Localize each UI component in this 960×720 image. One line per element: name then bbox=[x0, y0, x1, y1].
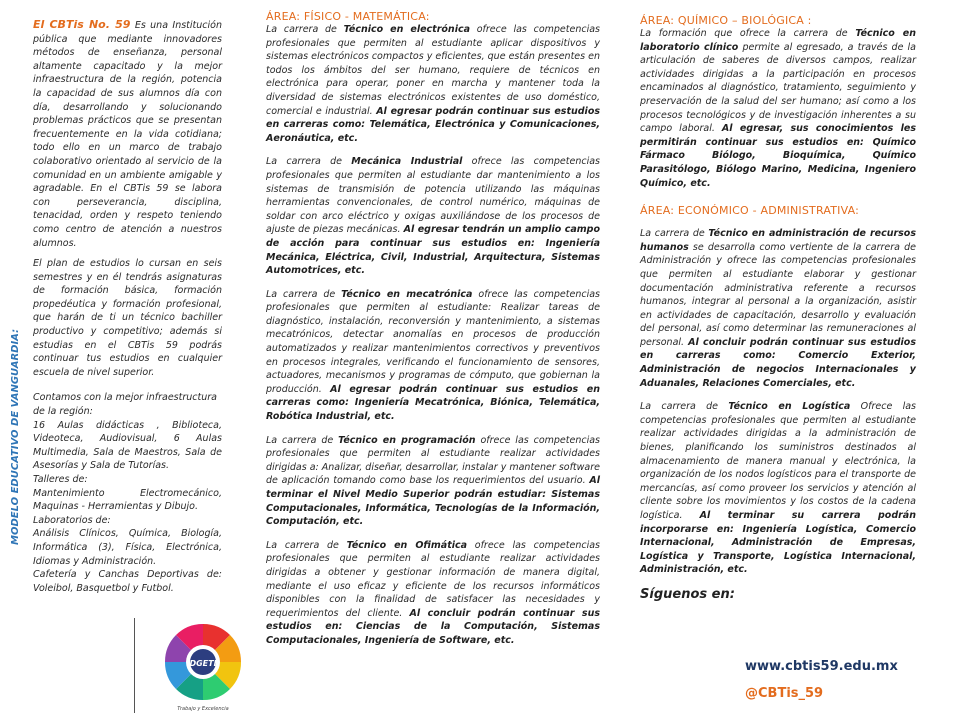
intro-paragraph bbox=[33, 18, 222, 250]
infra-list: 16 Aulas didácticas , Biblioteca, Videoteca, Audiovisual, 6 Aulas Multimedia, Sala de Maestros, Sala de Asesorías y Sala de Tutorías. bbox=[33, 419, 222, 472]
follow-us-label: Síguenos en: bbox=[640, 586, 735, 602]
career-mecanica: La carrera de Mecánica Industrial ofrece las competencias profesionales que permiten al estudiante dar mantenimiento a los sistemas de transmisión de potencia utilizando las máquinas herramientas convencionales, de control numérico, máquinas de soldar con arco eléctrico y oxigas auxiliándose de los procesos de ajuste de piezas mecánicas. Al egresar tendrán un amplio campo de acción para continuar sus estudios en: Ingeniería Mecánica, Eléctrica, Civil, Industrial, Arquitectura, Sistemas Automotrices, etc. bbox=[266, 156, 600, 277]
talleres-list: Mantenimiento Electromecánico, Maquinas - Herramientas y Dibujo. bbox=[33, 487, 222, 513]
career-name-mecatronica: Técnico en mecatrónica bbox=[341, 288, 473, 300]
right-column bbox=[640, 14, 916, 602]
divider-line bbox=[134, 618, 135, 713]
career-programacion: La carrera de Técnico en programación ofrece las competencias profesionales que permiten al estudiante realizar actividades dirigidas a: Analizar, diseñar, desarrollar, instalar y mantener software de aplicación tomando como base los requerimientos del usuario. Al terminar el Nivel Medio Superior podrán estudiar: Sistemas Computacionales, Informática, Tecnologías de la Información, Computación, etc. bbox=[266, 434, 600, 528]
social-handle-link[interactable]: @CBTis_59 bbox=[745, 686, 824, 701]
vertical-section-label bbox=[8, 305, 30, 545]
area-economico-heading: ÁREA: ECONÓMICO - ADMINISTRATIVA: bbox=[640, 204, 860, 218]
career-name-electronica: Técnico en electrónica bbox=[343, 24, 470, 35]
career-name-logistica: Técnico en Logística bbox=[728, 401, 851, 413]
infra-title: Contamos con la mejor infraestructura de la región: bbox=[33, 392, 217, 418]
website-link[interactable]: www.cbtis59.edu.mx bbox=[745, 659, 898, 674]
career-logistica: La carrera de Técnico en Logística Ofrece las competencias profesionales que permiten al estudiante realizar actividades dirigidas a la administración de bienes, planificando los suministros destinados al almacenamiento de manera manual y electrónica, la organización de los nodos logísticos para el transporte de mercancías, así como proveer los servicios y atención al cliente sobre los movimientos y los costos de la cadena logística. Al terminar su carrera podrán incorporarse en: Ingeniería Logística, Comercio Internacional, Administración de Empresas, Logística y Transporte, Logística Internacional, Administración, etc. bbox=[640, 401, 917, 576]
area-quimico-heading: ÁREA: QUÍMICO – BIOLÓGICA : bbox=[640, 14, 812, 27]
labs-list: Análisis Clínicos, Química, Biología, Informática (3), Física, Electrónica, Idiomas y Administración. bbox=[33, 528, 222, 567]
career-ofimatica: La carrera de Técnico en Ofimática ofrece las competencias profesionales que permiten al estudiante realizar actividades dirigidas a obtener y gestionar información de manera digital, mediante el uso eficaz y eficiente de los recursos informáticos disponibles con la finalidad de satisfacer las necesidades y requerimientos del cliente. Al concluir podrán continuar sus estudios en: Ciencias de la Computación, Sistemas Computacionales, Ingeniería de Software, etc. bbox=[266, 539, 600, 646]
cafeteria-text: Cafetería y Canchas Deportivas de: Voleibol, Basquetbol y Futbol. bbox=[33, 569, 222, 594]
career-name-ofimatica: Técnico en Ofimática bbox=[346, 539, 468, 551]
left-column bbox=[33, 18, 222, 595]
intro-lead: El CBTis No. 59 bbox=[33, 18, 131, 31]
middle-column bbox=[266, 10, 600, 648]
career-name-programacion: Técnico en programación bbox=[338, 434, 476, 446]
plan-paragraph: El plan de estudios lo cursan en seis semestres y en él tendrás asignaturas de formación básica, formación propedéutica y formación profesional, que harán de ti un técnico bachiller productivo y competitivo; además si estudias en el CBTis 59 podrás continuar tus estudios en cualquier escuela de nivel superior. bbox=[33, 258, 222, 378]
svg-text:DGETI: DGETI bbox=[189, 659, 217, 668]
area-fisico-heading: ÁREA: FÍSICO - MATEMÁTICA: bbox=[266, 10, 430, 23]
career-mecatronica: La carrera de Técnico en mecatrónica ofrece las competencias profesionales que permiten al estudiante: Realizar tareas de diagnóstico, instalación, reconversión y mantenimiento, a sistemas mecatrónicos, detectar anomalías en procesos de producción automatizados y realizar mantenimientos correctivos y preventivos en procesos integrales, verificando el funcionamiento de sensores, actuadores, mecanismos y programas de cómputo, que gobiernan la producción. Al egresar podrán continuar sus estudios en carreras como: Ingeniería Mecatrónica, Biónica, Telemática, Robótica Industrial, etc. bbox=[266, 288, 600, 423]
dgeti-logo-graphic bbox=[158, 618, 248, 714]
career-name-mecanica: Mecánica Industrial bbox=[351, 156, 463, 168]
career-name-rrhh: Técnico en administración de recursos humanos bbox=[640, 228, 916, 253]
labs-title: Laboratorios de: bbox=[33, 514, 111, 526]
career-recursos-humanos: La carrera de Técnico en administración de recursos humanos se desarrolla como vertiente de la carrera de Administración y ofrece las competencias profesionales que permiten al estudiante elaborar y gestionar documentación administrativa referente a recursos humanos, integrar al personal a la organización, asistir en actividades de capacitación, desarrollo y evaluación del personal, así como determinar las remuneraciones al personal. Al concluir podrán continuar sus estudios en carreras como: Comercio Exterior, Administración de negocios Internacionales y Aduanales, Relaciones Comerciales, etc. bbox=[640, 228, 916, 389]
intro-text: Es una Institución pública que mediante innovadores métodos de enseñanza, personal altamente capacitado y la mejor infraestructura de la región, potencia la capacidad de sus alumnos día con día, desarrollando y solucionando problemas prácticos que se presentan frecuentemente en la vida cotidiana; todo ello en un marco de trabajo colaborativo orientado al servicio de la comunidad en un ambiente amigable y agradable. En el CBTis 59 se labora con perseverancia, disciplina, tenacidad, orden y respeto teniendo como centro de atención a nuestros alumnos. bbox=[33, 20, 222, 249]
career-laboratorio-clinico: La formación que ofrece la carrera de Técnico en laboratorio clínico permite al egresado, a través de la articulación de saberes de diversos campos, realizar actividades dirigidas a la participación en procesos encaminados al diagnóstico, tratamiento, seguimiento y preservación de la salud del ser humano; así como a los procesos tecnológicos y de investigación inherentes a su campo laboral. Al egresar, sus conocimientos les permitirán continuar sus estudios en: Químico Fármaco Biólogo, Bioquímica, Químico Parasitólogo, Biólogo Marino, Medicina, Ingeniero Químico, etc. bbox=[640, 28, 916, 189]
talleres-title: Talleres de: bbox=[33, 474, 88, 485]
dgeti-logo bbox=[158, 618, 248, 714]
career-electronica: La carrera de Técnico en electrónica ofrece las competencias profesionales que permiten al estudiante aplicar dispositivos y sistemas electrónicos compactos y eficientes, que están presentes en todos los ámbitos del ser humano, requiere de técnicos en electrónica para operar, poner en marcha y mantener toda la diversidad de sistemas electrónicos existentes de uso doméstico, comercial e industrial. Al egresar podrán continuar sus estudios en carreras como: Telemática, Electrónica y Comunicaciones, Aeronáutica, etc. bbox=[266, 24, 600, 144]
svg-text:Trabajo y Excelencia: Trabajo y Excelencia bbox=[177, 706, 229, 712]
career-name-clinico: Técnico en laboratorio clínico bbox=[640, 28, 916, 53]
vertical-label-text: MODELO EDUCATIVO DE VANGUARDIA: bbox=[10, 328, 21, 545]
